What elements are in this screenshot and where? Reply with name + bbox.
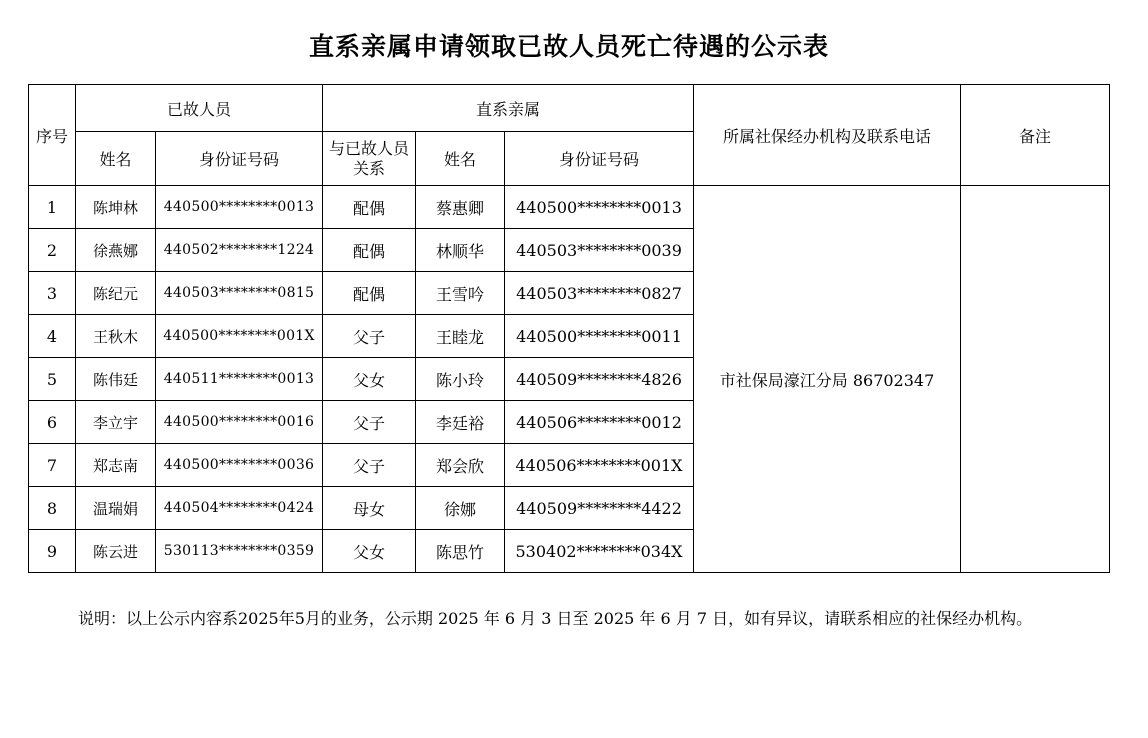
header-relative-id: 身份证号码 xyxy=(505,132,694,186)
cell-relative-id: 440509********4826 xyxy=(505,358,694,401)
cell-deceased-name: 徐燕娜 xyxy=(76,229,156,272)
cell-relation: 配偶 xyxy=(323,186,416,229)
cell-relative-name: 林顺华 xyxy=(416,229,505,272)
cell-relation: 配偶 xyxy=(323,272,416,315)
cell-relative-name: 李廷裕 xyxy=(416,401,505,444)
cell-relative-id: 440500********0013 xyxy=(505,186,694,229)
header-relatives-group: 直系亲属 xyxy=(323,85,694,132)
cell-relative-name: 陈思竹 xyxy=(416,530,505,573)
cell-relation: 父子 xyxy=(323,315,416,358)
cell-relative-name: 蔡惠卿 xyxy=(416,186,505,229)
cell-seq: 7 xyxy=(29,444,76,487)
cell-deceased-name: 陈伟廷 xyxy=(76,358,156,401)
cell-deceased-id: 440500********0016 xyxy=(156,401,323,444)
cell-deceased-name: 温瑞娟 xyxy=(76,487,156,530)
cell-deceased-name: 陈纪元 xyxy=(76,272,156,315)
cell-relative-id: 440506********0012 xyxy=(505,401,694,444)
publicity-table xyxy=(28,84,1110,573)
cell-seq: 2 xyxy=(29,229,76,272)
cell-relative-id: 440500********0011 xyxy=(505,315,694,358)
cell-deceased-name: 陈云进 xyxy=(76,530,156,573)
cell-relative-id: 440506********001X xyxy=(505,444,694,487)
cell-relative-id: 440503********0039 xyxy=(505,229,694,272)
header-deceased-id: 身份证号码 xyxy=(156,132,323,186)
cell-relation: 配偶 xyxy=(323,229,416,272)
cell-relative-name: 徐娜 xyxy=(416,487,505,530)
cell-relation: 母女 xyxy=(323,487,416,530)
cell-relative-id: 440509********4422 xyxy=(505,487,694,530)
cell-relative-name: 王睦龙 xyxy=(416,315,505,358)
cell-relation: 父女 xyxy=(323,358,416,401)
cell-deceased-id: 440500********0013 xyxy=(156,186,323,229)
cell-seq: 1 xyxy=(29,186,76,229)
cell-relative-name: 陈小玲 xyxy=(416,358,505,401)
cell-agency: 市社保局濠江分局 86702347 xyxy=(694,186,961,573)
cell-deceased-id: 440504********0424 xyxy=(156,487,323,530)
cell-deceased-id: 440503********0815 xyxy=(156,272,323,315)
cell-relative-id: 530402********034X xyxy=(505,530,694,573)
cell-deceased-id: 440500********001X xyxy=(156,315,323,358)
cell-seq: 8 xyxy=(29,487,76,530)
header-deceased-name: 姓名 xyxy=(76,132,156,186)
cell-deceased-id: 530113********0359 xyxy=(156,530,323,573)
table-row xyxy=(29,186,1110,229)
cell-deceased-id: 440511********0013 xyxy=(156,358,323,401)
cell-remarks xyxy=(961,186,1110,573)
cell-seq: 4 xyxy=(29,315,76,358)
cell-deceased-name: 王秋木 xyxy=(76,315,156,358)
cell-seq: 6 xyxy=(29,401,76,444)
cell-seq: 3 xyxy=(29,272,76,315)
cell-deceased-name: 李立宇 xyxy=(76,401,156,444)
cell-deceased-id: 440502********1224 xyxy=(156,229,323,272)
header-agency: 所属社保经办机构及联系电话 xyxy=(694,85,961,186)
header-seq: 序号 xyxy=(29,85,76,186)
cell-deceased-name: 陈坤林 xyxy=(76,186,156,229)
header-relative-name: 姓名 xyxy=(416,132,505,186)
cell-deceased-name: 郑志南 xyxy=(76,444,156,487)
cell-relative-name: 郑会欣 xyxy=(416,444,505,487)
footnote: 说明：以上公示内容系2025年5月的业务，公示期 2025 年 6 月 3 日至 2025 年 6 月 7 日，如有异议，请联系相应的社保经办机构。 xyxy=(78,609,1033,628)
cell-relation: 父子 xyxy=(323,401,416,444)
cell-seq: 9 xyxy=(29,530,76,573)
cell-deceased-id: 440500********0036 xyxy=(156,444,323,487)
cell-seq: 5 xyxy=(29,358,76,401)
cell-relative-name: 王雪吟 xyxy=(416,272,505,315)
header-deceased-group: 已故人员 xyxy=(76,85,323,132)
header-remarks: 备注 xyxy=(961,85,1110,186)
header-relation: 与已故人员关系 xyxy=(323,132,416,186)
cell-relation: 父女 xyxy=(323,530,416,573)
cell-relative-id: 440503********0827 xyxy=(505,272,694,315)
cell-relation: 父子 xyxy=(323,444,416,487)
page-title: 直系亲属申请领取已故人员死亡待遇的公示表 xyxy=(308,32,829,61)
